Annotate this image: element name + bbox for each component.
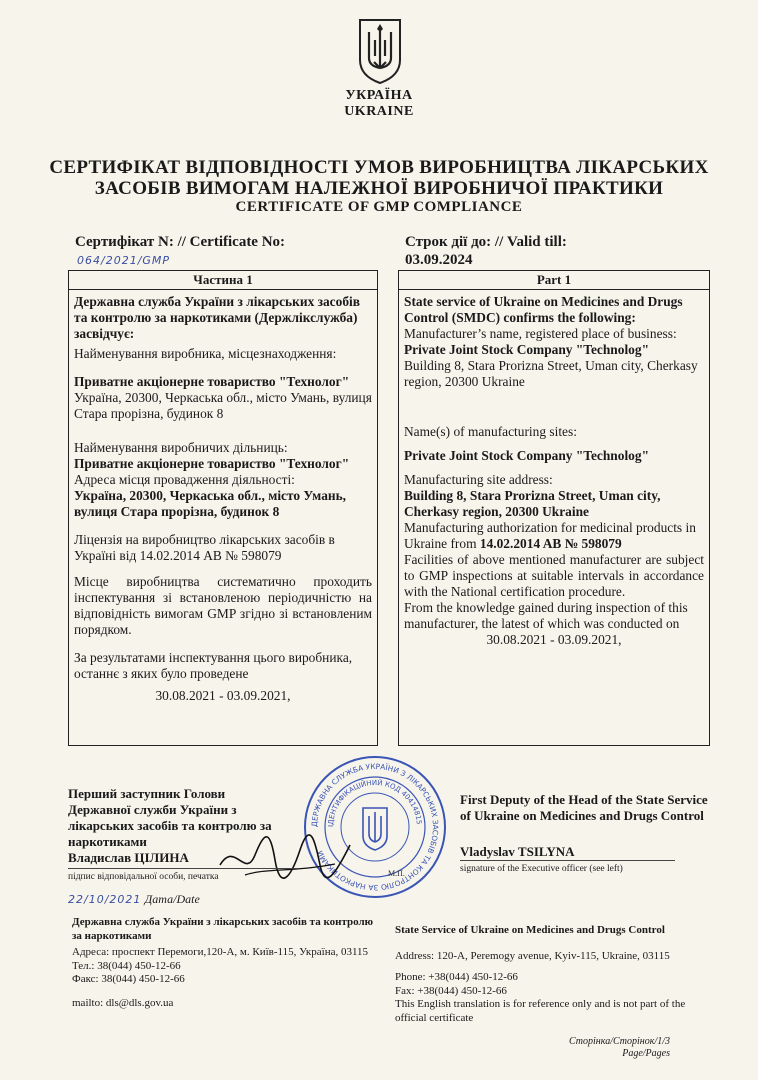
footer-en-fax: Fax: +38(044) 450-12-66 [395,984,507,997]
en-inspection-dates: 30.08.2021 - 03.09.2021, [486,632,622,647]
en-manufacturer-address: Building 8, Stara Prorizna Street, Uman city, Cherkasy region, 20300 Ukraine [404,358,698,389]
signatory-ua-note: підпис відповідальної особи, печатка [68,868,298,885]
part1-en-heading: Part 1 [399,271,709,290]
part1-en-panel [398,270,710,746]
page-label-en: Page/Pages [622,1048,670,1059]
ua-inspection-text: Місце виробництва систематично проходить інспектування зі встановленою періодичністю на відповідність вимогам GMP згідно зі встановленим порядком. [74,574,372,637]
ua-sites-label: Найменування виробничих дільниць: [74,440,288,455]
signatory-ua-line2: Державної служби України з [68,802,237,817]
country-name-en: UKRAINE [344,104,414,119]
footer-ua-phone: Тел.: 38(044) 450-12-66 [72,959,181,972]
footer-en-org: State Service of Ukraine on Medicines and Drugs Control [395,924,665,936]
footer-en [395,924,715,1025]
signatory-en-note: signature of the Executive officer (see left) [460,860,675,877]
signatory-ua-line1: Перший заступник Голови [68,786,226,801]
footer-en-phone: Phone: +38(044) 450-12-66 [395,971,518,983]
document-title-line2: ЗАСОБІВ ВИМОГАМ НАЛЕЖНОЇ ВИРОБНИЧОЇ ПРАКТИКИ [94,178,664,199]
en-sites-label: Name(s) of manufacturing sites: [404,424,577,439]
signatory-ua-name: Владислав ЦІЛИНА [68,850,189,865]
signature-date-label: Дата/Date [144,892,200,906]
footer-ua-email[interactable]: mailto: dls@dls.gov.ua [72,996,174,1009]
ua-inspection-dates: 30.08.2021 - 03.09.2021, [155,688,291,703]
stamp-mp-label: М.П. [388,869,405,878]
en-site-address-label: Manufacturing site address: [404,472,553,487]
footer-ua-address: Адреса: проспект Перемоги,120-А, м. Київ-115, Україна, 03115 [72,946,369,958]
en-site-address: Building 8, Stara Prorizna Street, Uman city, Cherkasy region, 20300 Ukraine [404,488,661,519]
certificate-number-label: Сертифікат N: // Certificate No: [75,234,286,250]
en-inspection-text: Facilities of above mentioned manufacturer are subject to GMP inspections at suitable intervals in accordance with the National certification procedure. [404,552,704,599]
part1-ua-heading: Частина 1 [69,271,377,290]
page-value: 1/3 [657,1036,670,1047]
en-license-text: Manufacturing authorization for medicinal products in Ukraine from [404,520,696,551]
ua-manufacturer-name: Приватне акціонерне товариство "Технолог" [74,374,350,389]
signatory-ua-block [68,786,288,908]
en-sites-name: Private Joint Stock Company "Technolog" [404,448,649,463]
valid-till-label: Строк дії до: // Valid till: [405,234,567,250]
ua-site-address: Україна, 20300, Черкаська обл., місто Умань, вулиця Стара прорізна, будинок 8 [74,488,347,519]
stamp-trident-icon [363,808,387,850]
footer-ua [72,916,382,1010]
ua-license-value: 14.02.2014 АВ № 598079 [139,548,282,563]
stamp-code-text: ІДЕНТИФІКАЦІЙНИЙ КОД 40414815 [326,778,423,828]
ua-intro: Державна служба України з лікарських засобів та контролю за наркотиками (Держлікслужба) засвідчує: [74,294,360,341]
signatory-en-title: First Deputy of the Head of the State Service of Ukraine on Medicines and Drugs Control [460,792,708,823]
valid-till-value: 03.09.2024 [405,252,473,268]
en-intro: State service of Ukraine on Medicines and Drugs Control (SMDC) confirms the following: [404,294,683,325]
coat-of-arms-icon [355,16,405,86]
ua-license-text: Ліцензія на виробництво лікарських засобів в Україні від [74,532,335,563]
document-title-en: CERTIFICATE OF GMP COMPLIANCE [235,199,523,215]
ua-manufacturer-address: Україна, 20300, Черкаська обл., місто Умань, вулиця Стара прорізна, будинок 8 [74,390,372,421]
ua-site-address-label: Адреса місця провадження діяльності: [74,472,295,487]
footer-en-disclaimer: This English translation is for reference only and is not part of the official certificate [395,998,686,1024]
page-counter: Сторінка/Сторінок/1/3 Page/Pages [560,1036,670,1060]
page-label-ua: Сторінка/Сторінок [569,1036,655,1047]
footer-ua-fax: Факс: 38(044) 450-12-66 [72,973,185,985]
signatory-ua-line3: лікарських засобів та контролю за [68,818,272,833]
en-manufacturer-label: Manufacturer’s name, registered place of business: [404,326,677,341]
signatory-en-name: Vladyslav TSILYNA [460,844,575,859]
footer-en-address: Address: 120-A, Peremogy avenue, Kyiv-115, Ukraine, 03115 [395,949,670,962]
signature-date-value: 22/10/2021 [68,893,142,906]
en-manufacturer-name: Private Joint Stock Company "Technolog" [404,342,649,357]
document-title-line1: СЕРТИФІКАТ ВІДПОВІДНОСТІ УМОВ ВИРОБНИЦТВА ЛІКАРСЬКИХ [49,157,709,178]
en-license-value: 14.02.2014 AB № 598079 [479,536,622,551]
certificate-number-value: 064/2021/GMP [77,254,171,267]
en-results-text: From the knowledge gained during inspection of this manufacturer, the latest of which was conducted on [404,600,688,631]
stamp-ring-text: ДЕРЖАВНА СЛУЖБА УКРАЇНИ З ЛІКАРСЬКИХ ЗАСОБІВ ТА КОНТРОЛЮ ЗА НАРКОТИКАМИ [309,761,441,893]
ua-sites-name: Приватне акціонерне товариство "Технолог" [74,456,350,471]
signatory-ua-line4: наркотиками [68,834,147,849]
ua-manufacturer-label: Найменування виробника, місцезнаходження: [74,346,337,361]
footer-ua-org: Державна служба України з лікарських засобів та контролю за наркотиками [72,916,374,942]
ua-results-text: За результатами інспектування цього виробника, останнє з яких було проведене [74,650,353,681]
signatory-en-block [460,792,720,877]
country-name-ua: УКРАЇНА [345,88,413,103]
part1-ua-panel [68,270,378,746]
